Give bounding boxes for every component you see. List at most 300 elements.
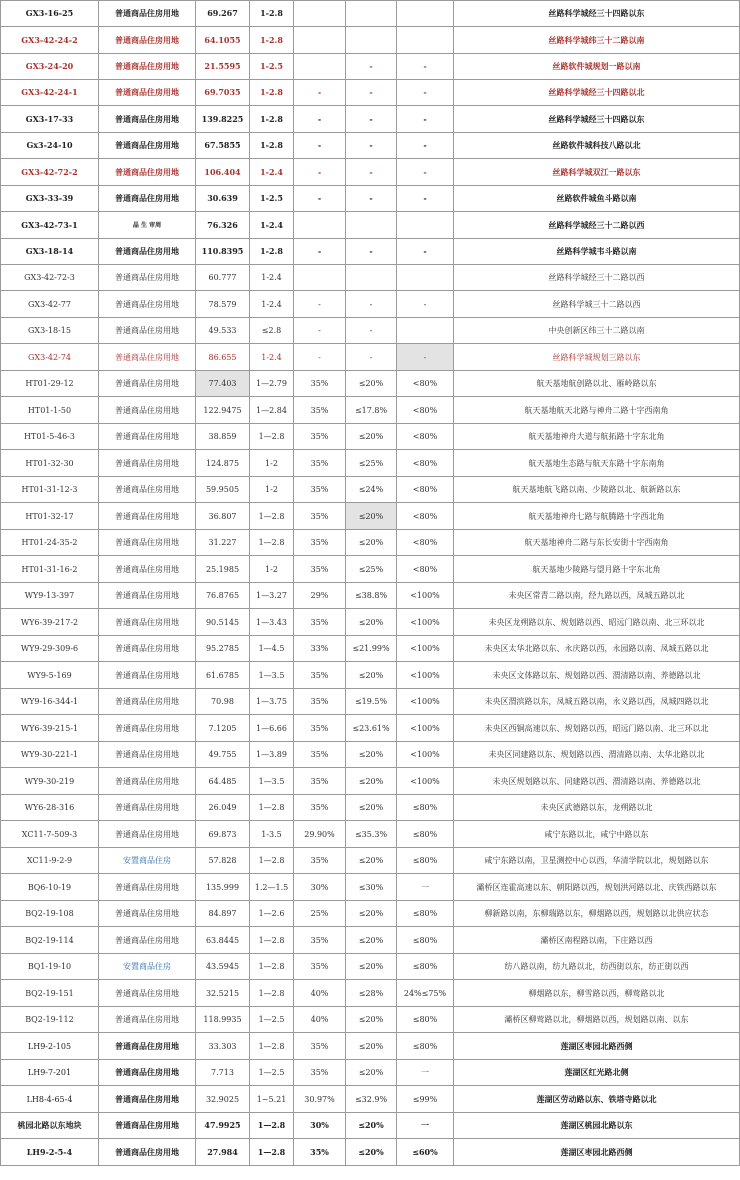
cell-land-use: 普通商品住房用地 xyxy=(99,318,196,344)
cell-parcel-id: BQ2-19-151 xyxy=(1,980,99,1007)
cell-plot-ratio: 1—2.5 xyxy=(250,1007,294,1033)
cell-building-density: ≤20% xyxy=(346,927,397,954)
cell-green-rate: 35% xyxy=(294,556,346,583)
cell-height-ratio: ≤80% xyxy=(397,954,454,980)
cell-area: 49.533 xyxy=(196,318,250,344)
table-row xyxy=(1,1060,740,1086)
cell-land-use: 安置商品住房 xyxy=(99,848,196,874)
cell-plot-ratio: 1-3.5 xyxy=(250,821,294,848)
cell-height-ratio: ≤99% xyxy=(397,1086,454,1113)
cell-green-rate: 40% xyxy=(294,980,346,1007)
table-row xyxy=(1,291,740,318)
cell-plot-ratio: 1—3.5 xyxy=(250,768,294,795)
cell-land-use: 普通商品住房用地 xyxy=(99,901,196,927)
cell-parcel-id: LH8-4-65-4 xyxy=(1,1086,99,1113)
cell-land-use: 普通商品住房用地 xyxy=(99,265,196,291)
cell-height-ratio: <100% xyxy=(397,609,454,636)
cell-building-density xyxy=(346,265,397,291)
cell-location: 丝路科学城韦斗路以南 xyxy=(454,239,740,265)
cell-parcel-id: WY6-28-316 xyxy=(1,795,99,821)
cell-land-use: 普通商品住房用地 xyxy=(99,1086,196,1113)
cell-area: 7.713 xyxy=(196,1060,250,1086)
cell-green-rate: 35% xyxy=(294,424,346,450)
cell-height-ratio: - xyxy=(397,80,454,106)
table-row xyxy=(1,742,740,768)
cell-plot-ratio: 1-2.8 xyxy=(250,106,294,133)
cell-area: 76.326 xyxy=(196,212,250,239)
cell-area: 90.5145 xyxy=(196,609,250,636)
cell-green-rate: - xyxy=(294,239,346,265)
table-row xyxy=(1,715,740,742)
cell-land-use: 普通商品住房用地 xyxy=(99,1,196,27)
table-row xyxy=(1,318,740,344)
cell-building-density: ≤20% xyxy=(346,848,397,874)
table-row xyxy=(1,424,740,450)
cell-location: 丝路软件城科技八路以北 xyxy=(454,133,740,159)
cell-height-ratio: <80% xyxy=(397,530,454,556)
cell-location: 莲湖区枣园北路西侧 xyxy=(454,1033,740,1060)
cell-location: 灞桥区连霍高速以东、朝阳路以西，规划洪河路以北、庆铁西路以东 xyxy=(454,874,740,901)
cell-location: 灞桥区南程路以南，下庄路以西 xyxy=(454,927,740,954)
cell-area: 60.777 xyxy=(196,265,250,291)
cell-green-rate: 35% xyxy=(294,927,346,954)
cell-building-density: ≤35.3% xyxy=(346,821,397,848)
cell-height-ratio xyxy=(397,1,454,27)
table-body xyxy=(1,1,740,1166)
table-row xyxy=(1,450,740,477)
cell-area: 32.9025 xyxy=(196,1086,250,1113)
cell-parcel-id: GX3-42-73-1 xyxy=(1,212,99,239)
cell-parcel-id: GX3-42-24-2 xyxy=(1,27,99,54)
cell-location: 丝路科学城规划三路以东 xyxy=(454,344,740,371)
cell-height-ratio: - xyxy=(397,159,454,186)
cell-location: 丝路科学城经三十四路以北 xyxy=(454,80,740,106)
cell-location: 未央区文体路以东、规划路以西、渭清路以南、养德路以北 xyxy=(454,662,740,689)
cell-parcel-id: GX3-42-74 xyxy=(1,344,99,371)
table-row xyxy=(1,54,740,80)
cell-location: 丝路科学城纬三十二路以南 xyxy=(454,27,740,54)
table-row xyxy=(1,133,740,159)
cell-parcel-id: HT01-24-35-2 xyxy=(1,530,99,556)
cell-location: 丝路科学城双江一路以东 xyxy=(454,159,740,186)
table-row xyxy=(1,874,740,901)
cell-area: 76.8765 xyxy=(196,583,250,609)
cell-plot-ratio: 1—2.8 xyxy=(250,1113,294,1139)
cell-green-rate: 35% xyxy=(294,795,346,821)
cell-location: 未央区龙朔路以东、规划路以西、昭远门路以南、北三环以北 xyxy=(454,609,740,636)
cell-plot-ratio: 1.2—1.5 xyxy=(250,874,294,901)
cell-location: 丝路软件城规划一路以南 xyxy=(454,54,740,80)
cell-parcel-id: GX3-18-15 xyxy=(1,318,99,344)
cell-plot-ratio: 1-2.8 xyxy=(250,239,294,265)
cell-location: 航天基地少陵路与望月路十字东北角 xyxy=(454,556,740,583)
cell-building-density: ≤20% xyxy=(346,742,397,768)
cell-area: 78.579 xyxy=(196,291,250,318)
cell-building-density: ≤21.99% xyxy=(346,636,397,662)
cell-area: 84.897 xyxy=(196,901,250,927)
cell-plot-ratio: 1-2.8 xyxy=(250,1,294,27)
cell-building-density: - xyxy=(346,133,397,159)
cell-parcel-id: GX3-17-33 xyxy=(1,106,99,133)
cell-height-ratio xyxy=(397,318,454,344)
cell-area: 122.9475 xyxy=(196,397,250,424)
cell-location: 莲湖区劳动路以东、铁塔寺路以北 xyxy=(454,1086,740,1113)
cell-land-use: 普通商品住房用地 xyxy=(99,689,196,715)
cell-plot-ratio: 1-2.4 xyxy=(250,291,294,318)
cell-location: 柳烟路以东，柳雪路以西，柳莺路以北 xyxy=(454,980,740,1007)
cell-height-ratio: <100% xyxy=(397,715,454,742)
cell-land-use: 普通商品住房用地 xyxy=(99,291,196,318)
cell-land-use: 普通商品住房用地 xyxy=(99,186,196,212)
cell-plot-ratio: 1-2.4 xyxy=(250,159,294,186)
cell-parcel-id: 桃园北路以东地块 xyxy=(1,1113,99,1139)
table-row xyxy=(1,1033,740,1060)
cell-building-density: - xyxy=(346,159,397,186)
cell-plot-ratio: 1—2.8 xyxy=(250,954,294,980)
cell-building-density: - xyxy=(346,54,397,80)
table-row xyxy=(1,477,740,503)
cell-green-rate: 35% xyxy=(294,768,346,795)
cell-building-density xyxy=(346,212,397,239)
cell-building-density: ≤19.5% xyxy=(346,689,397,715)
cell-parcel-id: WY9-13-397 xyxy=(1,583,99,609)
cell-location: 莲湖区桃园北路以东 xyxy=(454,1113,740,1139)
cell-plot-ratio: 1—2.5 xyxy=(250,1060,294,1086)
cell-land-use: 晶 生 审周 xyxy=(99,212,196,239)
cell-green-rate: - xyxy=(294,80,346,106)
cell-location: 未央区常青二路以南，经九路以西，凤城五路以北 xyxy=(454,583,740,609)
cell-building-density: ≤20% xyxy=(346,1139,397,1166)
cell-parcel-id: WY9-16-344-1 xyxy=(1,689,99,715)
cell-location: 航天基地航创路以北、雁岭路以东 xyxy=(454,371,740,397)
cell-land-use: 普通商品住房用地 xyxy=(99,1113,196,1139)
cell-location: 未央区太华北路以东、永庆路以西，永园路以南、凤城五路以北 xyxy=(454,636,740,662)
table-row xyxy=(1,689,740,715)
cell-area: 139.8225 xyxy=(196,106,250,133)
cell-height-ratio xyxy=(397,212,454,239)
cell-location: 航天基地航飞路以南、少陵路以北、航新路以东 xyxy=(454,477,740,503)
cell-location: 丝路科学城经三十四路以东 xyxy=(454,106,740,133)
cell-building-density: ≤20% xyxy=(346,1060,397,1086)
cell-green-rate: 35% xyxy=(294,715,346,742)
cell-height-ratio: <80% xyxy=(397,503,454,530)
cell-building-density: ≤28% xyxy=(346,980,397,1007)
cell-green-rate xyxy=(294,1,346,27)
cell-green-rate: 35% xyxy=(294,742,346,768)
cell-location: 莲湖区红光路北侧 xyxy=(454,1060,740,1086)
cell-location: 莲湖区枣园北路西侧 xyxy=(454,1139,740,1166)
cell-plot-ratio: 1-2.4 xyxy=(250,265,294,291)
cell-area: 38.859 xyxy=(196,424,250,450)
cell-building-density: ≤20% xyxy=(346,371,397,397)
cell-area: 21.5595 xyxy=(196,54,250,80)
cell-height-ratio: ≤80% xyxy=(397,927,454,954)
cell-building-density: ≤25% xyxy=(346,556,397,583)
table-row xyxy=(1,927,740,954)
cell-height-ratio: ≤80% xyxy=(397,1007,454,1033)
cell-area: 118.9935 xyxy=(196,1007,250,1033)
cell-plot-ratio: 1—2.8 xyxy=(250,503,294,530)
cell-green-rate: - xyxy=(294,106,346,133)
cell-plot-ratio: 1-2 xyxy=(250,556,294,583)
cell-land-use: 普通商品住房用地 xyxy=(99,371,196,397)
table-row xyxy=(1,768,740,795)
cell-land-use: 普通商品住房用地 xyxy=(99,980,196,1007)
cell-height-ratio: <80% xyxy=(397,371,454,397)
cell-height-ratio: <100% xyxy=(397,768,454,795)
cell-location: 航天基地神舟七路与航腾路十字西北角 xyxy=(454,503,740,530)
cell-green-rate: 35% xyxy=(294,1060,346,1086)
cell-building-density: - xyxy=(346,80,397,106)
cell-location: 未央区西铜高速以东、规划路以西，昭远门路以南、北三环以北 xyxy=(454,715,740,742)
cell-area: 36.807 xyxy=(196,503,250,530)
cell-building-density: ≤17.8% xyxy=(346,397,397,424)
cell-land-use: 普通商品住房用地 xyxy=(99,106,196,133)
cell-green-rate: 35% xyxy=(294,530,346,556)
cell-parcel-id: WY6-39-217-2 xyxy=(1,609,99,636)
cell-green-rate: 33% xyxy=(294,636,346,662)
cell-building-density: ≤20% xyxy=(346,795,397,821)
cell-area: 124.875 xyxy=(196,450,250,477)
cell-location: 丝路科学城经三十二路以西 xyxy=(454,265,740,291)
cell-height-ratio xyxy=(397,27,454,54)
cell-green-rate: 25% xyxy=(294,901,346,927)
cell-location: 咸宁东路以北，咸宁中路以东 xyxy=(454,821,740,848)
cell-green-rate: 35% xyxy=(294,1033,346,1060)
cell-height-ratio: - xyxy=(397,133,454,159)
cell-area: 106.404 xyxy=(196,159,250,186)
table-row xyxy=(1,344,740,371)
cell-area: 77.403 xyxy=(196,371,250,397)
cell-area: 64.485 xyxy=(196,768,250,795)
cell-location: 航天基地神舟大道与航拓路十字东北角 xyxy=(454,424,740,450)
cell-height-ratio: ≤80% xyxy=(397,1033,454,1060)
cell-land-use: 普通商品住房用地 xyxy=(99,927,196,954)
cell-height-ratio: <80% xyxy=(397,556,454,583)
cell-plot-ratio: 1—3.27 xyxy=(250,583,294,609)
cell-parcel-id: BQ2-19-112 xyxy=(1,1007,99,1033)
cell-parcel-id: XC11-7-509-3 xyxy=(1,821,99,848)
table-row xyxy=(1,530,740,556)
cell-location: 灞桥区柳莺路以北，柳烟路以西，规划路以南、以东 xyxy=(454,1007,740,1033)
cell-land-use: 普通商品住房用地 xyxy=(99,1007,196,1033)
cell-location: 未央区渭滨路以东，凤城五路以南，永义路以西，凤城四路以北 xyxy=(454,689,740,715)
cell-location: 航天基地生态路与航天东路十字东南角 xyxy=(454,450,740,477)
cell-building-density: - xyxy=(346,344,397,371)
cell-plot-ratio: 1-2.8 xyxy=(250,27,294,54)
cell-green-rate: - xyxy=(294,159,346,186)
cell-location: 航天基地神舟二路与东长安街十字西南角 xyxy=(454,530,740,556)
cell-building-density xyxy=(346,1,397,27)
cell-parcel-id: WY9-29-309-6 xyxy=(1,636,99,662)
cell-location: 丝路软件城鱼斗路以南 xyxy=(454,186,740,212)
cell-plot-ratio: 1—2.8 xyxy=(250,980,294,1007)
cell-area: 26.049 xyxy=(196,795,250,821)
cell-parcel-id: GX3-33-39 xyxy=(1,186,99,212)
cell-height-ratio: <100% xyxy=(397,742,454,768)
cell-height-ratio xyxy=(397,265,454,291)
cell-area: 63.8445 xyxy=(196,927,250,954)
cell-green-rate: 35% xyxy=(294,503,346,530)
cell-area: 59.9505 xyxy=(196,477,250,503)
table-row xyxy=(1,1086,740,1113)
cell-building-density: - xyxy=(346,239,397,265)
cell-location: 丝路科学城三十二路以西 xyxy=(454,291,740,318)
cell-green-rate: 30% xyxy=(294,874,346,901)
cell-parcel-id: HT01-31-16-2 xyxy=(1,556,99,583)
cell-area: 69.873 xyxy=(196,821,250,848)
cell-green-rate: - xyxy=(294,133,346,159)
cell-parcel-id: Gx3-24-10 xyxy=(1,133,99,159)
cell-parcel-id: HT01-5-46-3 xyxy=(1,424,99,450)
cell-plot-ratio: 1—3.75 xyxy=(250,689,294,715)
cell-land-use: 普通商品住房用地 xyxy=(99,80,196,106)
cell-height-ratio: - xyxy=(397,186,454,212)
cell-parcel-id: WY9-30-219 xyxy=(1,768,99,795)
cell-height-ratio: 24%≤75% xyxy=(397,980,454,1007)
cell-parcel-id: XC11-9-2-9 xyxy=(1,848,99,874)
cell-land-use: 普通商品住房用地 xyxy=(99,874,196,901)
cell-building-density: ≤20% xyxy=(346,954,397,980)
table-row xyxy=(1,609,740,636)
table-row xyxy=(1,106,740,133)
cell-plot-ratio: 1—3.89 xyxy=(250,742,294,768)
table-row xyxy=(1,583,740,609)
cell-parcel-id: WY9-5-169 xyxy=(1,662,99,689)
cell-plot-ratio: 1-2.4 xyxy=(250,344,294,371)
cell-building-density: - xyxy=(346,291,397,318)
cell-height-ratio: ≤80% xyxy=(397,901,454,927)
cell-green-rate: 35% xyxy=(294,954,346,980)
cell-plot-ratio: 1-2.4 xyxy=(250,212,294,239)
table-row xyxy=(1,980,740,1007)
cell-height-ratio: - xyxy=(397,291,454,318)
cell-plot-ratio: 1—2.8 xyxy=(250,1033,294,1060)
table-row xyxy=(1,556,740,583)
cell-green-rate: - xyxy=(294,344,346,371)
cell-plot-ratio: 1~5.21 xyxy=(250,1086,294,1113)
cell-land-use: 普通商品住房用地 xyxy=(99,159,196,186)
cell-area: 110.8395 xyxy=(196,239,250,265)
cell-area: 57.828 xyxy=(196,848,250,874)
table-row xyxy=(1,1007,740,1033)
cell-plot-ratio: 1—2.8 xyxy=(250,848,294,874)
cell-parcel-id: LH9-7-201 xyxy=(1,1060,99,1086)
cell-green-rate: 35% xyxy=(294,848,346,874)
cell-land-use: 普通商品住房用地 xyxy=(99,27,196,54)
cell-parcel-id: GX3-42-72-3 xyxy=(1,265,99,291)
cell-plot-ratio: 1—6.66 xyxy=(250,715,294,742)
cell-land-use: 普通商品住房用地 xyxy=(99,133,196,159)
cell-area: 64.1055 xyxy=(196,27,250,54)
cell-plot-ratio: 1-2.5 xyxy=(250,54,294,80)
cell-height-ratio: 一 xyxy=(397,874,454,901)
cell-area: 32.5215 xyxy=(196,980,250,1007)
cell-plot-ratio: 1—3.5 xyxy=(250,662,294,689)
cell-area: 135.999 xyxy=(196,874,250,901)
cell-building-density: ≤32.9% xyxy=(346,1086,397,1113)
cell-location: 未央区同建路以东、规划路以西、渭清路以南、太华北路以北 xyxy=(454,742,740,768)
table-row xyxy=(1,159,740,186)
cell-height-ratio: - xyxy=(397,344,454,371)
cell-parcel-id: HT01-29-12 xyxy=(1,371,99,397)
cell-height-ratio: <100% xyxy=(397,689,454,715)
cell-location: 柳新路以南，东柳瑞路以东，柳烟路以西，规划路以北供应状态 xyxy=(454,901,740,927)
cell-parcel-id: WY9-30-221-1 xyxy=(1,742,99,768)
cell-plot-ratio: 1-2.8 xyxy=(250,133,294,159)
cell-building-density: ≤20% xyxy=(346,901,397,927)
cell-building-density: - xyxy=(346,186,397,212)
cell-area: 69.267 xyxy=(196,1,250,27)
cell-area: 49.755 xyxy=(196,742,250,768)
table-row xyxy=(1,848,740,874)
cell-parcel-id: GX3-42-72-2 xyxy=(1,159,99,186)
cell-location: 丝路科学城经三十四路以东 xyxy=(454,1,740,27)
table-row xyxy=(1,662,740,689)
cell-green-rate: 35% xyxy=(294,609,346,636)
table-row xyxy=(1,239,740,265)
cell-height-ratio: <80% xyxy=(397,477,454,503)
cell-height-ratio: ≤80% xyxy=(397,821,454,848)
cell-green-rate: 35% xyxy=(294,450,346,477)
cell-green-rate: 35% xyxy=(294,371,346,397)
table-row xyxy=(1,503,740,530)
cell-parcel-id: HT01-1-50 xyxy=(1,397,99,424)
cell-plot-ratio: 1—2.8 xyxy=(250,927,294,954)
table-row xyxy=(1,397,740,424)
cell-plot-ratio: 1—2.8 xyxy=(250,530,294,556)
cell-parcel-id: HT01-32-17 xyxy=(1,503,99,530)
cell-area: 27.984 xyxy=(196,1139,250,1166)
cell-building-density: ≤23.61% xyxy=(346,715,397,742)
table-row xyxy=(1,901,740,927)
table-row xyxy=(1,821,740,848)
cell-building-density: ≤38.8% xyxy=(346,583,397,609)
cell-green-rate: 35% xyxy=(294,477,346,503)
cell-parcel-id: GX3-16-25 xyxy=(1,1,99,27)
table-row xyxy=(1,186,740,212)
cell-height-ratio: <100% xyxy=(397,636,454,662)
cell-land-use: 普通商品住房用地 xyxy=(99,715,196,742)
cell-land-use: 普通商品住房用地 xyxy=(99,530,196,556)
cell-location: 咸宁东路以南，卫星测控中心以西，华清学院以北，规划路以东 xyxy=(454,848,740,874)
cell-green-rate: - xyxy=(294,186,346,212)
cell-land-use: 普通商品住房用地 xyxy=(99,795,196,821)
table-row xyxy=(1,371,740,397)
cell-area: 69.7035 xyxy=(196,80,250,106)
cell-height-ratio: <80% xyxy=(397,424,454,450)
cell-green-rate xyxy=(294,265,346,291)
cell-plot-ratio: 1—3.43 xyxy=(250,609,294,636)
cell-green-rate xyxy=(294,54,346,80)
cell-location: 丝路科学城经三十二路以西 xyxy=(454,212,740,239)
cell-height-ratio: - xyxy=(397,106,454,133)
cell-land-use: 普通商品住房用地 xyxy=(99,424,196,450)
cell-height-ratio: <100% xyxy=(397,583,454,609)
cell-land-use: 普通商品住房用地 xyxy=(99,450,196,477)
cell-plot-ratio: 1—2.79 xyxy=(250,371,294,397)
cell-building-density: ≤20% xyxy=(346,424,397,450)
table-row xyxy=(1,27,740,54)
cell-land-use: 普通商品住房用地 xyxy=(99,662,196,689)
cell-land-use: 普通商品住房用地 xyxy=(99,503,196,530)
cell-parcel-id: HT01-31-12-3 xyxy=(1,477,99,503)
cell-plot-ratio: ≤2.8 xyxy=(250,318,294,344)
table-row xyxy=(1,795,740,821)
cell-plot-ratio: 1—2.8 xyxy=(250,795,294,821)
cell-green-rate xyxy=(294,27,346,54)
cell-parcel-id: LH9-2-105 xyxy=(1,1033,99,1060)
